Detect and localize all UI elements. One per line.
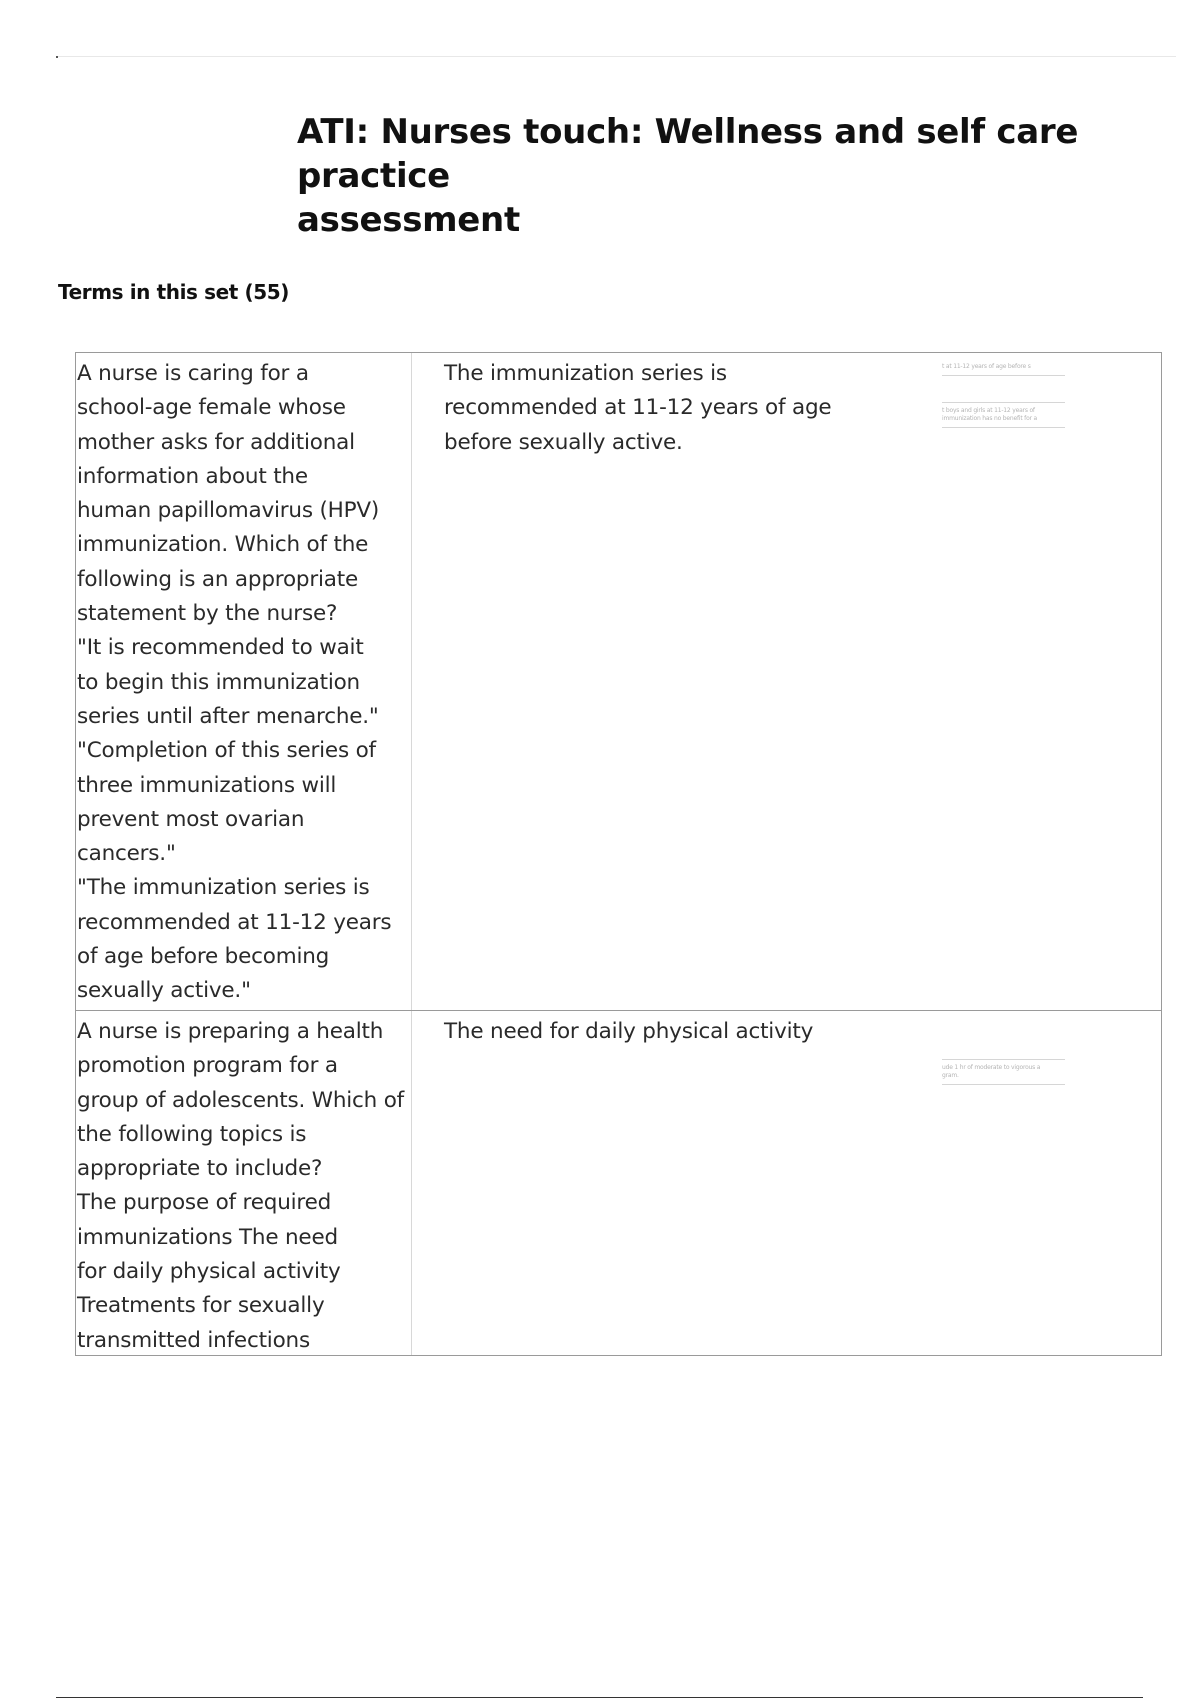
top-divider — [56, 56, 1176, 57]
thumbnail-text: gram. — [942, 1072, 959, 1079]
term-line: promotion program for a — [77, 1053, 338, 1079]
card-term — [76, 353, 412, 1010]
card-term — [76, 1011, 412, 1355]
term-line: cancers." — [77, 841, 176, 867]
terms-count-heading: Terms in this set (55) — [58, 280, 290, 304]
term-line: "It is recommended to wait — [77, 635, 364, 661]
term-line: group of adolescents. Which of — [77, 1087, 405, 1113]
term-line: series until after menarche." — [77, 703, 379, 729]
document-title-line-1: ATI: Nurses touch: Wellness and self care practice — [297, 112, 1079, 196]
term-line: "The immunization series is — [77, 875, 370, 901]
top-divider-mark — [56, 56, 58, 58]
flashcard-row — [76, 1010, 1161, 1355]
term-line: following is an appropriate — [77, 566, 359, 592]
definition-thumbnail — [942, 1055, 1065, 1089]
term-line: school-age female whose — [77, 395, 346, 421]
term-line: of age before becoming — [77, 944, 330, 970]
thumbnail-divider — [942, 402, 1065, 403]
term-line: The purpose of required — [77, 1190, 332, 1216]
term-line: mother asks for additional — [77, 429, 355, 455]
term-line: human papillomavirus (HPV) — [77, 498, 380, 524]
term-line: for daily physical activity — [77, 1259, 341, 1285]
card-definition — [412, 353, 1161, 1010]
term-line: three immunizations will — [77, 772, 337, 798]
definition-thumbnail — [942, 363, 1065, 432]
thumbnail-text: immunization has no benefit for a — [942, 415, 1038, 422]
definition-line: The immunization series is — [444, 361, 727, 386]
definition-line: before sexually active. — [444, 429, 683, 455]
thumbnail-text: t at 11-12 years of age before s — [942, 363, 1031, 370]
term-line: prevent most ovarian — [77, 806, 305, 832]
term-line: statement by the nurse? — [77, 601, 338, 627]
term-line: sexually active." — [77, 978, 251, 1004]
flashcard-row — [76, 353, 1161, 1010]
term-line: A nurse is caring for a — [77, 361, 309, 386]
document-title — [297, 110, 1157, 242]
term-line: information about the — [77, 463, 308, 489]
term-line: the following topics is — [77, 1121, 307, 1147]
term-line: immunizations The need — [77, 1224, 338, 1250]
thumbnail-divider — [942, 1084, 1065, 1085]
document-title-line-2: assessment — [297, 200, 520, 240]
bottom-divider — [56, 1697, 1143, 1698]
term-line: to begin this immunization — [77, 669, 360, 695]
definition-line: recommended at 11-12 years of age — [444, 395, 832, 421]
thumbnail-text: ude 1 hr of moderate to vigorous a — [942, 1064, 1041, 1071]
term-line: recommended at 11-12 years — [77, 909, 392, 935]
thumbnail-divider — [942, 375, 1065, 376]
term-line: "Completion of this series of — [77, 738, 376, 764]
definition-line: The need for daily physical activity — [444, 1019, 814, 1044]
term-line: A nurse is preparing a health — [77, 1019, 384, 1044]
flashcard-table — [75, 352, 1162, 1356]
term-line: immunization. Which of the — [77, 532, 369, 558]
card-definition — [412, 1011, 1161, 1355]
thumbnail-divider — [942, 1059, 1065, 1060]
thumbnail-divider — [942, 427, 1065, 428]
term-line: transmitted infections — [77, 1327, 310, 1353]
term-line: Treatments for sexually — [77, 1293, 325, 1319]
thumbnail-text: t boys and girls at 11-12 years of — [942, 407, 1035, 414]
term-line: appropriate to include? — [77, 1156, 323, 1182]
